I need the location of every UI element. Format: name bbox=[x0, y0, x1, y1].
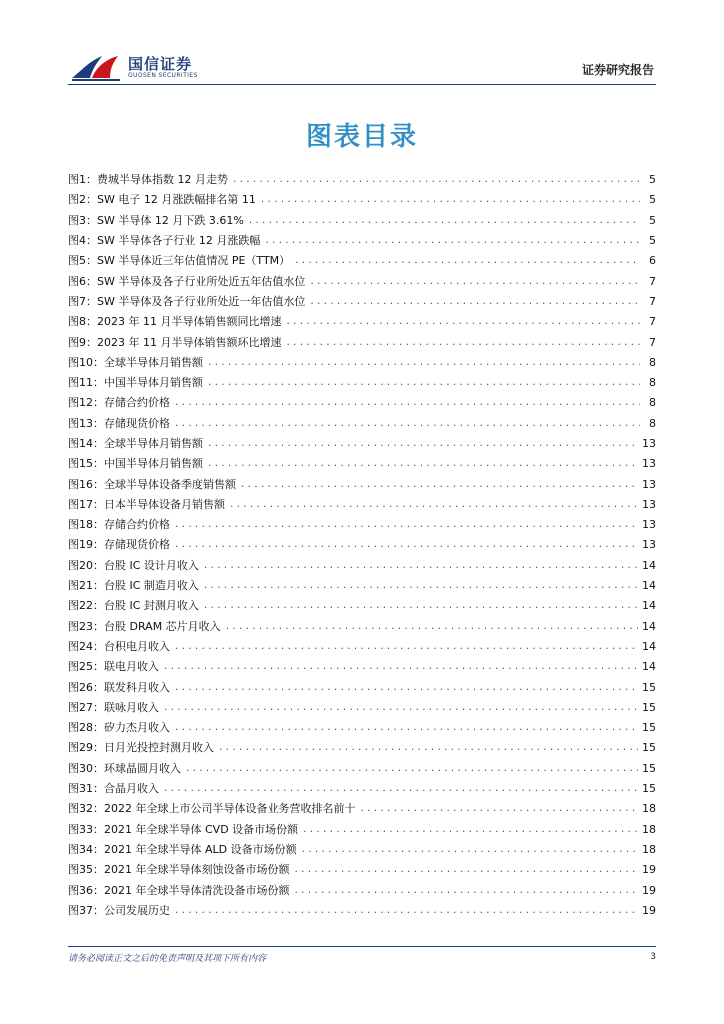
toc-figure-number: 图9： bbox=[68, 335, 97, 349]
toc-figure-number: 图32： bbox=[68, 802, 104, 816]
toc-figure-number: 图28： bbox=[68, 721, 104, 735]
toc-figure-number: 图3： bbox=[68, 213, 97, 227]
toc-dot-leader bbox=[174, 678, 638, 698]
toc-dot-leader bbox=[309, 292, 640, 312]
toc-figure-title: 台股 DRAM 芯片月收入 bbox=[104, 619, 221, 633]
toc-page-number: 13 bbox=[642, 477, 656, 491]
toc-figure-number: 图20： bbox=[68, 558, 104, 572]
toc-dot-leader bbox=[163, 779, 638, 799]
toc-entry[interactable] bbox=[68, 211, 656, 231]
toc-dot-leader bbox=[174, 718, 638, 738]
toc-entry[interactable] bbox=[68, 698, 656, 718]
toc-dot-leader bbox=[203, 576, 638, 596]
toc-page-number: 14 bbox=[642, 579, 656, 593]
toc-figure-number: 图26： bbox=[68, 680, 104, 694]
disclaimer-note: 请务必阅读正文之后的免责声明及其项下所有内容 bbox=[68, 954, 267, 964]
toc-dot-leader bbox=[225, 617, 638, 637]
logo-mark-icon bbox=[70, 52, 122, 82]
toc-dot-leader bbox=[309, 272, 640, 292]
toc-entry[interactable] bbox=[68, 312, 656, 332]
page-title: 图表目录 bbox=[305, 122, 418, 152]
toc-dot-leader bbox=[203, 556, 638, 576]
toc-entry[interactable] bbox=[68, 515, 656, 535]
toc-figure-number: 图19： bbox=[68, 538, 104, 552]
toc-dot-leader bbox=[294, 881, 639, 901]
toc-page-number: 5 bbox=[649, 193, 656, 207]
toc-figure-title: 2021 年全球半导体清洗设备市场份额 bbox=[104, 883, 290, 897]
toc-dot-leader bbox=[174, 535, 638, 555]
toc-figure-number: 图34： bbox=[68, 842, 104, 856]
toc-figure-number: 图25： bbox=[68, 660, 104, 674]
toc-page-number: 8 bbox=[649, 355, 656, 369]
toc-figure-number: 图14： bbox=[68, 437, 104, 450]
toc-figure-number: 图27： bbox=[68, 700, 104, 714]
toc-page-number: 5 bbox=[649, 234, 656, 248]
toc-figure-title: 合晶月收入 bbox=[104, 782, 159, 796]
toc-figure-number: 图8： bbox=[68, 315, 97, 329]
toc-entry[interactable] bbox=[68, 231, 656, 251]
toc-page-number: 15 bbox=[642, 741, 656, 755]
toc-entry[interactable] bbox=[68, 840, 656, 860]
toc-figure-title: 矽力杰月收入 bbox=[104, 721, 170, 735]
toc-figure-title: SW 半导体及各子行业所处近一年估值水位 bbox=[97, 294, 306, 308]
toc-page-number: 8 bbox=[649, 416, 656, 430]
toc-entry[interactable] bbox=[68, 576, 656, 596]
figure-index-list bbox=[68, 170, 656, 921]
toc-entry[interactable] bbox=[68, 677, 656, 697]
toc-figure-title: 2023 年 11 月半导体销售额同比增速 bbox=[97, 315, 282, 329]
toc-figure-title: 2023 年 11 月半导体销售额环比增速 bbox=[97, 335, 282, 349]
toc-page-number: 18 bbox=[642, 822, 656, 836]
toc-dot-leader bbox=[294, 251, 640, 271]
toc-page-number: 14 bbox=[642, 599, 656, 613]
toc-figure-title: 公司发展历史 bbox=[104, 903, 170, 917]
toc-entry[interactable] bbox=[68, 779, 656, 799]
toc-page-number: 8 bbox=[649, 396, 656, 410]
toc-entry[interactable] bbox=[68, 495, 656, 515]
toc-dot-leader bbox=[203, 596, 638, 616]
toc-figure-number: 图35： bbox=[68, 863, 104, 877]
toc-figure-number: 图11： bbox=[68, 376, 104, 390]
toc-dot-leader bbox=[302, 820, 638, 840]
toc-page-number: 14 bbox=[642, 660, 656, 674]
toc-entry[interactable] bbox=[68, 292, 656, 312]
toc-entry[interactable] bbox=[68, 718, 656, 738]
toc-entry[interactable] bbox=[68, 535, 656, 555]
page-number: 3 bbox=[650, 952, 656, 962]
toc-entry[interactable] bbox=[68, 556, 656, 576]
document-type-label: 证券研究报告 bbox=[581, 63, 654, 77]
toc-entry[interactable] bbox=[68, 820, 656, 840]
toc-dot-leader bbox=[248, 211, 640, 231]
toc-entry[interactable] bbox=[68, 657, 656, 677]
toc-page-number: 6 bbox=[649, 254, 656, 268]
toc-page-number: 13 bbox=[642, 437, 656, 450]
toc-page-number: 15 bbox=[642, 761, 656, 775]
toc-page-number: 15 bbox=[642, 700, 656, 714]
toc-dot-leader bbox=[207, 454, 638, 474]
toc-figure-title: 联发科月收入 bbox=[104, 680, 170, 694]
toc-page-number: 14 bbox=[642, 639, 656, 653]
toc-entry[interactable] bbox=[68, 332, 656, 352]
header-divider bbox=[68, 84, 656, 85]
company-logo bbox=[70, 50, 220, 82]
toc-dot-leader bbox=[260, 190, 640, 210]
toc-figure-number: 图13： bbox=[68, 416, 104, 430]
toc-entry[interactable] bbox=[68, 880, 656, 900]
toc-page-number: 18 bbox=[642, 802, 656, 816]
toc-entry[interactable] bbox=[68, 454, 656, 474]
toc-dot-leader bbox=[185, 759, 638, 779]
toc-page-number: 5 bbox=[649, 213, 656, 227]
toc-figure-number: 图4： bbox=[68, 234, 97, 248]
toc-dot-leader bbox=[218, 738, 638, 758]
toc-figure-title: 联电月收入 bbox=[104, 660, 159, 674]
toc-figure-title: SW 半导体各子行业 12 月涨跌幅 bbox=[97, 234, 261, 248]
toc-dot-leader bbox=[360, 799, 639, 819]
toc-entry[interactable] bbox=[68, 596, 656, 616]
page-header bbox=[68, 50, 656, 84]
toc-page-number: 14 bbox=[642, 558, 656, 572]
footer-divider bbox=[68, 946, 656, 947]
toc-figure-title: 全球半导体月销售额 bbox=[104, 437, 203, 450]
toc-dot-leader bbox=[174, 515, 638, 535]
toc-page-number: 8 bbox=[649, 376, 656, 390]
toc-figure-number: 图23： bbox=[68, 619, 104, 633]
toc-page-number: 15 bbox=[642, 782, 656, 796]
toc-figure-title: 台股 IC 制造月收入 bbox=[104, 579, 199, 593]
toc-figure-number: 图5： bbox=[68, 254, 97, 268]
toc-figure-number: 图33： bbox=[68, 822, 104, 836]
toc-page-number: 19 bbox=[642, 883, 656, 897]
toc-figure-number: 图30： bbox=[68, 761, 104, 775]
toc-figure-number: 图1： bbox=[68, 173, 97, 187]
toc-page-number: 15 bbox=[642, 680, 656, 694]
toc-figure-number: 图17： bbox=[68, 497, 104, 511]
toc-figure-title: 2021 年全球半导体 ALD 设备市场份额 bbox=[104, 842, 297, 856]
toc-figure-title: SW 半导体 12 月下跌 3.61% bbox=[97, 213, 244, 227]
toc-page-number: 13 bbox=[642, 457, 656, 471]
toc-dot-leader bbox=[163, 657, 638, 677]
toc-figure-number: 图36： bbox=[68, 883, 104, 897]
toc-figure-title: 中国半导体月销售额 bbox=[104, 376, 203, 390]
toc-figure-title: 存储合约价格 bbox=[104, 396, 170, 410]
toc-figure-title: 日本半导体设备月销售额 bbox=[104, 497, 225, 511]
toc-dot-leader bbox=[207, 353, 640, 373]
toc-dot-leader bbox=[174, 901, 638, 921]
toc-figure-title: 台股 IC 封测月收入 bbox=[104, 599, 199, 613]
toc-figure-number: 图24： bbox=[68, 639, 104, 653]
toc-page-number: 7 bbox=[649, 274, 656, 288]
toc-page-number: 18 bbox=[642, 842, 656, 856]
toc-dot-leader bbox=[264, 231, 640, 251]
toc-entry[interactable] bbox=[68, 617, 656, 637]
toc-page-number: 13 bbox=[642, 497, 656, 511]
toc-figure-title: 2022 年全球上市公司半导体设备业务营收排名前十 bbox=[104, 802, 356, 816]
toc-figure-number: 图2： bbox=[68, 193, 97, 207]
toc-entry[interactable] bbox=[68, 170, 656, 190]
toc-dot-leader bbox=[294, 860, 639, 880]
toc-figure-title: SW 半导体及各子行业所处近五年估值水位 bbox=[97, 274, 306, 288]
logo-chinese-name: 国信证券 bbox=[128, 55, 193, 73]
toc-entry[interactable] bbox=[68, 637, 656, 657]
toc-figure-title: SW 电子 12 月涨跌幅排名第 11 bbox=[97, 193, 256, 207]
toc-page-number: 19 bbox=[642, 903, 656, 917]
toc-figure-number: 图21： bbox=[68, 579, 104, 593]
toc-dot-leader bbox=[174, 414, 640, 434]
toc-entry[interactable] bbox=[68, 353, 656, 373]
toc-entry[interactable] bbox=[68, 738, 656, 758]
toc-entry[interactable] bbox=[68, 434, 656, 454]
toc-page-number: 19 bbox=[642, 863, 656, 877]
toc-page-number: 13 bbox=[642, 518, 656, 532]
toc-figure-title: 中国半导体月销售额 bbox=[104, 457, 203, 471]
toc-figure-number: 图12： bbox=[68, 396, 104, 410]
toc-figure-number: 图16： bbox=[68, 477, 104, 491]
toc-figure-title: SW 半导体近三年估值情况 PE（TTM） bbox=[97, 254, 291, 268]
toc-figure-title: 费城半导体指数 12 月走势 bbox=[97, 173, 228, 187]
toc-figure-title: 存储合约价格 bbox=[104, 518, 170, 532]
toc-figure-number: 图37： bbox=[68, 903, 104, 917]
toc-figure-title: 台积电月收入 bbox=[104, 639, 170, 653]
toc-page-number: 7 bbox=[649, 294, 656, 308]
logo-english-name: GUOSEN SECURITIES bbox=[128, 72, 198, 79]
toc-dot-leader bbox=[174, 637, 638, 657]
toc-figure-number: 图22： bbox=[68, 599, 104, 613]
toc-entry[interactable] bbox=[68, 901, 656, 921]
toc-figure-title: 全球半导体设备季度销售额 bbox=[104, 477, 236, 491]
toc-entry[interactable] bbox=[68, 474, 656, 494]
toc-entry[interactable] bbox=[68, 190, 656, 210]
toc-dot-leader bbox=[174, 393, 640, 413]
toc-figure-title: 存储现货价格 bbox=[104, 538, 170, 552]
toc-page-number: 7 bbox=[649, 315, 656, 329]
toc-figure-title: 2021 年全球半导体刻蚀设备市场份额 bbox=[104, 863, 290, 877]
toc-figure-title: 日月光投控封测月收入 bbox=[104, 741, 214, 755]
toc-dot-leader bbox=[301, 840, 638, 860]
toc-figure-title: 全球半导体月销售额 bbox=[104, 355, 203, 369]
toc-figure-title: 存储现货价格 bbox=[104, 416, 170, 430]
toc-page-number: 15 bbox=[642, 721, 656, 735]
toc-figure-number: 图15： bbox=[68, 457, 104, 471]
toc-entry[interactable] bbox=[68, 393, 656, 413]
toc-figure-title: 台股 IC 设计月收入 bbox=[104, 558, 199, 572]
toc-dot-leader bbox=[207, 434, 638, 454]
toc-figure-number: 图10： bbox=[68, 355, 104, 369]
toc-figure-number: 图18： bbox=[68, 518, 104, 532]
toc-page-number: 7 bbox=[649, 335, 656, 349]
toc-entry[interactable] bbox=[68, 251, 656, 271]
toc-figure-title: 联咏月收入 bbox=[104, 700, 159, 714]
toc-entry[interactable] bbox=[68, 414, 656, 434]
toc-dot-leader bbox=[285, 333, 640, 353]
toc-dot-leader bbox=[229, 495, 638, 515]
toc-page-number: 5 bbox=[649, 173, 656, 187]
toc-figure-number: 图29： bbox=[68, 741, 104, 755]
toc-entry[interactable] bbox=[68, 271, 656, 291]
toc-page-number: 14 bbox=[642, 619, 656, 633]
toc-dot-leader bbox=[163, 698, 638, 718]
toc-dot-leader bbox=[207, 373, 640, 393]
toc-entry[interactable] bbox=[68, 759, 656, 779]
toc-entry[interactable] bbox=[68, 373, 656, 393]
toc-figure-title: 环球晶圆月收入 bbox=[104, 761, 181, 775]
toc-figure-number: 图6： bbox=[68, 274, 97, 288]
toc-entry[interactable] bbox=[68, 799, 656, 819]
toc-page-number: 13 bbox=[642, 538, 656, 552]
toc-entry[interactable] bbox=[68, 860, 656, 880]
toc-dot-leader bbox=[232, 170, 640, 190]
toc-dot-leader bbox=[285, 312, 640, 332]
toc-figure-title: 2021 年全球半导体 CVD 设备市场份额 bbox=[104, 822, 299, 836]
toc-figure-number: 图31： bbox=[68, 782, 104, 796]
toc-figure-number: 图7： bbox=[68, 294, 97, 308]
toc-dot-leader bbox=[240, 475, 638, 495]
